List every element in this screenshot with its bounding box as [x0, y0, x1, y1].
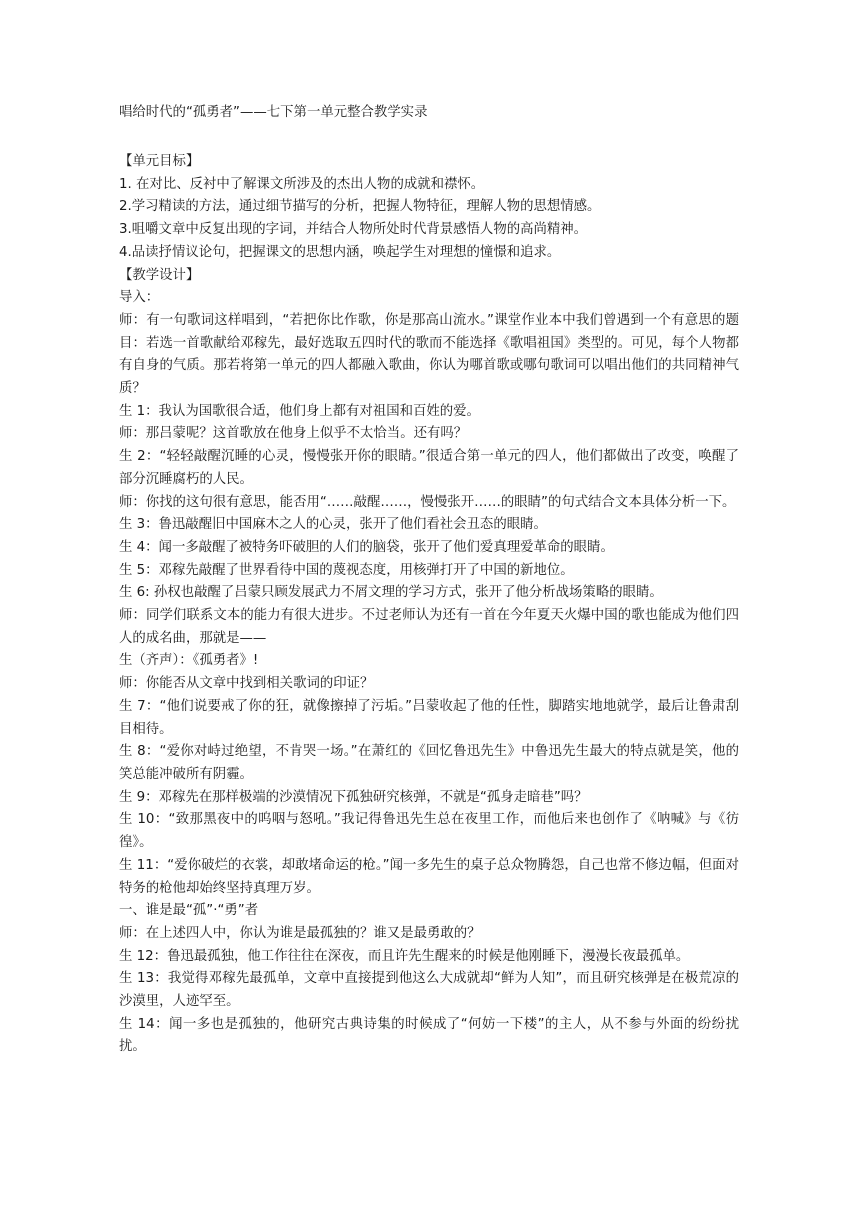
dialogue-paragraph: 生 3：鲁迅敲醒旧中国麻木之人的心灵，张开了他们看社会丑态的眼睛。: [119, 517, 547, 533]
document-title: 唱给时代的“孤勇者”——七下第一单元整合教学实录: [119, 105, 428, 120]
dialogue-paragraph: 生 13：我觉得邓稼先最孤单，文章中直接提到他这么大成就却“鲜为人知”，而且研究核弹是在极荒凉的沙漠里，人迹罕至。: [119, 971, 739, 1010]
goals-heading: 【单元目标】: [119, 154, 200, 169]
dialogue-paragraph: 师：那吕蒙呢？这首歌放在他身上似乎不太恰当。还有吗？: [119, 426, 468, 442]
dialogue-paragraph: 师：你找的这句很有意思，能否用“……敲醒……，慢慢张开……的眼睛”的句式结合文本具体分析一下。: [119, 494, 736, 510]
goal-item: 2.学习精读的方法，通过细节描写的分析，把握人物特征，理解人物的思想情感。: [119, 199, 601, 215]
dialogue-paragraph: 生 8：“爱你对峙过绝望，不肯哭一场。”在萧红的《回忆鲁迅先生》中鲁迅先生最大的特点就是笑，他的笑总能冲破所有阴霾。: [119, 744, 739, 782]
dialogue-paragraph: 师：你能否从文章中找到相关歌词的印证？: [119, 676, 374, 692]
dialogue-paragraph: 生 7：“他们说要戒了你的狂，就像擦掉了污垢。”吕蒙收起了他的任性，脚踏实地地就学，最后让鲁肃刮目相待。: [119, 698, 739, 737]
dialogue-paragraph: 生（齐声）：《孤勇者》!: [119, 653, 259, 669]
dialogue-paragraph: 生 14：闻一多也是孤独的，他研究古典诗集的时候成了“何妨一下楼”的主人，从不参与外面的纷纷扰扰。: [119, 1016, 739, 1055]
dialogue-paragraph: 师：在上述四人中，你认为谁是最孤独的？谁又是最勇敢的？: [119, 925, 481, 941]
dialogue-paragraph: 师：同学们联系文本的能力有很大进步。不过老师认为还有一首在今年夏天火爆中国的歌也能成为他们四人的成名曲，那就是——: [119, 608, 739, 646]
dialogue-paragraph: 生 9：邓稼先在那样极端的沙漠情况下孤独研究核弹，不就是“孤身走暗巷”吗？: [119, 789, 588, 805]
goal-item: 3.咀嚼文章中反复出现的字词，并结合人物所处时代背景感悟人物的高尚精神。: [119, 222, 588, 238]
dialogue-paragraph: 生 1：我认为国歌很合适，他们身上都有对祖国和百姓的爱。: [119, 403, 480, 419]
dialogue-paragraph: 生 6: 孙权也敲醒了吕蒙只顾发展武力不屑文理的学习方式，张开了他分析战场策略的眼睛。: [119, 585, 663, 601]
goal-item: 1. 在对比、反衬中了解课文所涉及的杰出人物的成就和襟怀。: [119, 176, 485, 192]
dialogue-paragraph: 生 12：鲁迅最孤独，他工作往往在深夜，而且许先生醒来的时候是他刚睡下，漫漫长夜最孤单。: [119, 948, 690, 964]
dialogue-paragraph: 生 5：邓稼先敲醒了世界看待中国的蔑视态度，用核弹打开了中国的新地位。: [119, 562, 574, 578]
dialogue-paragraph: 生 2：“轻轻敲醒沉睡的心灵，慢慢张开你的眼睛。”很适合第一单元的四人，他们都做出了改变，唤醒了部分沉睡腐朽的人民。: [119, 449, 739, 487]
goal-item: 4.品读抒情议论句，把握课文的思想内涵，唤起学生对理想的憧憬和追求。: [119, 244, 561, 260]
document-page: [119, 103, 739, 1059]
dialogue-paragraph: 生 10：“致那黑夜中的呜咽与怒吼。”我记得鲁迅先生总在夜里工作，而他后来也创作了《呐喊》与《彷徨》。: [119, 812, 739, 851]
dialogue-paragraph: 师：有一句歌词这样唱到，“若把你比作歌，你是那高山流水。”课堂作业本中我们曾遇到一个有意思的题目：若选一首歌献给邓稼先，最好选取五四时代的歌而不能选择《歌唱祖国》类型的。可见，每个人物都有自身的气质。那若将第一单元的四人都融入歌曲，你认为哪首歌或哪句歌词可以唱出他们的共同精神气质？: [119, 312, 739, 397]
intro-heading: 导入：: [119, 290, 160, 306]
section-heading: 一、谁是最“孤”·“勇”者: [119, 903, 259, 919]
dialogue-paragraph: 生 11：“爱你破烂的衣裳，却敢堵命运的枪。”闻一多先生的桌子总众物腾怨，自己也常不修边幅，但面对特务的枪他却始终坚持真理万岁。: [119, 857, 739, 896]
dialogue-paragraph: 生 4：闻一多敲醒了被特务吓破胆的人们的脑袋，张开了他们爱真理爱革命的眼睛。: [119, 539, 614, 555]
design-heading: 【教学设计】: [119, 267, 200, 283]
